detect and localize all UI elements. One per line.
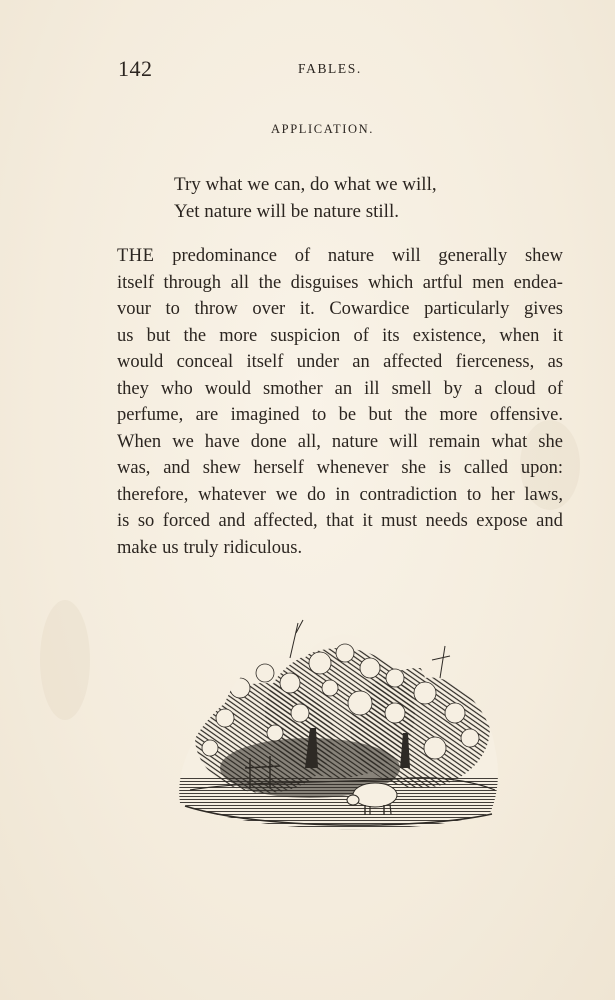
word: so bbox=[137, 511, 155, 531]
text-line bbox=[117, 243, 563, 270]
word: which bbox=[368, 272, 414, 293]
word: offensive. bbox=[489, 405, 563, 425]
word: was, bbox=[117, 458, 151, 478]
word: and bbox=[163, 458, 190, 478]
word: they bbox=[117, 378, 149, 399]
word: through bbox=[163, 272, 222, 293]
woodcut-landscape-sheep-icon bbox=[170, 618, 505, 843]
word: of bbox=[294, 246, 311, 266]
word: affected, bbox=[253, 511, 318, 531]
word: an bbox=[334, 378, 353, 399]
word: but bbox=[146, 325, 171, 346]
text-line bbox=[117, 535, 563, 562]
word: artful bbox=[422, 272, 463, 293]
word: to bbox=[466, 484, 482, 505]
word: called bbox=[463, 458, 509, 478]
word: all bbox=[230, 272, 250, 293]
word: do bbox=[307, 484, 326, 505]
word: perfume, bbox=[117, 405, 184, 425]
word: be bbox=[338, 405, 357, 425]
word: When bbox=[117, 431, 162, 452]
word: expose bbox=[476, 511, 528, 531]
word: fierceness, bbox=[455, 352, 535, 372]
word: to bbox=[165, 299, 180, 319]
word: affected bbox=[383, 352, 443, 372]
word: to bbox=[311, 405, 327, 425]
word: must bbox=[381, 511, 418, 531]
running-title: FABLES. bbox=[298, 61, 362, 76]
word: she bbox=[401, 458, 426, 478]
word: nature bbox=[327, 246, 375, 266]
word: who bbox=[160, 378, 193, 399]
word: gives bbox=[523, 299, 563, 319]
word: would bbox=[117, 352, 164, 372]
text-line bbox=[117, 402, 563, 429]
text-line bbox=[117, 323, 563, 350]
word: in bbox=[335, 484, 350, 505]
word: us bbox=[117, 325, 134, 346]
word: the bbox=[183, 325, 207, 346]
word: herself bbox=[253, 458, 304, 478]
word: whatever bbox=[198, 484, 266, 505]
word: will bbox=[389, 431, 418, 452]
word: cloud bbox=[494, 378, 536, 399]
text-line bbox=[117, 349, 563, 376]
word: we bbox=[172, 431, 194, 452]
section-heading: APPLICATION. bbox=[271, 122, 374, 136]
running-head bbox=[0, 56, 615, 86]
word: shew bbox=[202, 458, 241, 478]
word: shew bbox=[524, 246, 563, 266]
word: men bbox=[472, 272, 505, 293]
word: ridiculous. bbox=[223, 537, 303, 558]
word: an bbox=[352, 352, 370, 372]
application-paragraph bbox=[117, 243, 563, 561]
word: needs bbox=[425, 511, 468, 531]
word: throw bbox=[194, 299, 238, 319]
word: all, bbox=[297, 431, 321, 452]
text-line bbox=[117, 429, 563, 456]
word: generally bbox=[438, 246, 508, 266]
word: itself bbox=[246, 352, 284, 372]
word: Cowardice bbox=[329, 299, 410, 319]
word: what bbox=[491, 431, 528, 452]
text-line bbox=[117, 455, 563, 482]
text-line bbox=[117, 296, 563, 323]
word: is bbox=[117, 511, 130, 531]
word: imagined bbox=[230, 405, 300, 425]
word: vour bbox=[117, 299, 151, 319]
word: as bbox=[547, 352, 563, 372]
word: disguises bbox=[290, 272, 359, 293]
word: have bbox=[204, 431, 240, 452]
paper-stain bbox=[40, 600, 90, 720]
word: of bbox=[353, 325, 369, 346]
word: endea- bbox=[513, 272, 563, 293]
word: it bbox=[552, 325, 563, 346]
word: therefore, bbox=[117, 484, 189, 505]
word: its bbox=[382, 325, 400, 346]
word: we bbox=[275, 484, 298, 505]
word: itself bbox=[117, 272, 154, 293]
word: THE bbox=[117, 246, 155, 266]
word: over bbox=[252, 299, 286, 319]
word: more bbox=[439, 405, 478, 425]
word: upon: bbox=[520, 458, 563, 478]
text-line bbox=[117, 482, 563, 509]
word: when bbox=[499, 325, 540, 346]
word: it. bbox=[299, 299, 315, 319]
word: remain bbox=[428, 431, 481, 452]
page-number: 142 bbox=[118, 56, 153, 81]
word: laws, bbox=[524, 484, 563, 505]
word: smell bbox=[391, 378, 432, 399]
word: a bbox=[474, 378, 483, 399]
word: done bbox=[250, 431, 287, 452]
word: and bbox=[536, 511, 563, 531]
word: she bbox=[538, 431, 563, 452]
word: are bbox=[195, 405, 219, 425]
word: nature bbox=[331, 431, 379, 452]
text-line bbox=[117, 508, 563, 535]
word: of bbox=[547, 378, 563, 399]
word: whenever bbox=[316, 458, 389, 478]
word: will bbox=[391, 246, 421, 266]
word: particularly bbox=[424, 299, 510, 319]
word: smother bbox=[263, 378, 323, 399]
word: contradiction bbox=[359, 484, 458, 505]
word: ill bbox=[364, 378, 380, 399]
word: by bbox=[443, 378, 463, 399]
word: forced bbox=[162, 511, 211, 531]
word: more bbox=[219, 325, 258, 346]
word: truly bbox=[183, 537, 219, 558]
word: existence, bbox=[412, 325, 487, 346]
text-line bbox=[117, 376, 563, 403]
word: the bbox=[258, 272, 282, 293]
text-line bbox=[117, 270, 563, 297]
word: but bbox=[368, 405, 393, 425]
word: predominance bbox=[172, 246, 277, 266]
word: her bbox=[491, 484, 515, 505]
verse-line: Try what we can, do what we will, bbox=[174, 174, 437, 195]
word: is bbox=[438, 458, 452, 478]
word: the bbox=[404, 405, 428, 425]
word: make bbox=[117, 537, 158, 558]
word: conceal bbox=[176, 352, 234, 372]
word: under bbox=[296, 352, 339, 372]
word: and bbox=[218, 511, 246, 531]
word: suspicion bbox=[270, 325, 341, 346]
word: would bbox=[204, 378, 252, 399]
word: that bbox=[326, 511, 354, 531]
moral-verse bbox=[174, 171, 437, 225]
word: us bbox=[162, 537, 179, 558]
word: it bbox=[362, 511, 373, 531]
verse-line: Yet nature will be nature still. bbox=[174, 201, 399, 222]
